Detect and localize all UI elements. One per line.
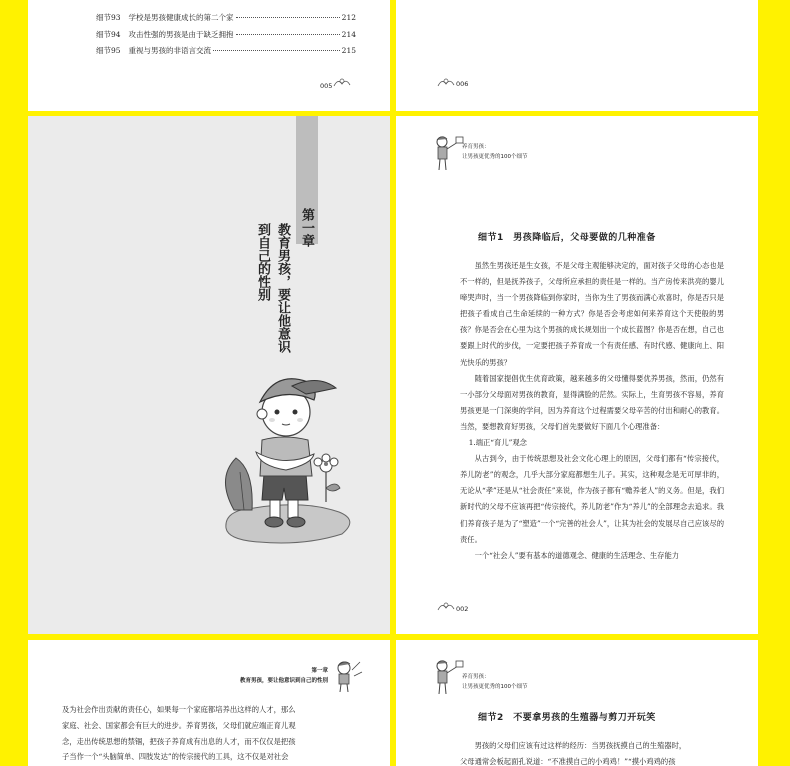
text-line: 子当作一个“头脑简单、四肢发达”的传宗接代的工具，这不仅是对社会 (62, 752, 289, 762)
chapter-title-line1: 教育男孩，要让他意识 (275, 223, 290, 353)
chapter-label: 第一章 (299, 208, 314, 247)
toc-row[interactable] (96, 29, 356, 40)
section-title: 细节1 男孩降临后，父母要做的几种准备 (478, 233, 656, 243)
toc-leader-dots (236, 34, 340, 35)
running-header-line1: 养育男孩： (462, 144, 490, 150)
toc-row-page: 212 (341, 13, 356, 22)
toc-leader-dots (236, 17, 340, 18)
paragraph: 随着国家提倡优生优育政策，越来越多的父母懂得要优养男孩，然而，仍然有一小部分父母面对男孩的教育，显得满脸的茫然。实际上，生育男孩不容易，养育男孩更是一门深奥的学问，因为养育这个过程需要父母辛苦的付出和耐心的教育。当然，要想教育好男孩，父母们首先要做好下面几个心理准备： (460, 373, 724, 431)
body-text (460, 258, 724, 564)
toc-row-page: 215 (341, 46, 356, 55)
paragraph: 一个“社会人”要有基本的道德观念、健康的生活理念、生存能力 (474, 550, 680, 560)
reading-boy-icon (430, 134, 466, 174)
text-line: 男孩的父母们应该有过这样的经历：当男孩抚摸自己的生殖器时， (474, 741, 687, 750)
boy-illustration-icon (214, 360, 384, 550)
chapter-title-line2: 到自己的性别 (255, 223, 270, 301)
running-header-line2: 让男孩更优秀的100个细节 (462, 154, 528, 160)
toc-row[interactable] (96, 12, 356, 23)
toc-row-page: 214 (341, 30, 356, 39)
page-number: 005 (320, 82, 333, 90)
running-header (208, 666, 328, 686)
toc-row-title: 重视与男孩的非语言交流 (128, 46, 212, 55)
page-number: 006 (456, 80, 469, 88)
body-text (62, 702, 326, 765)
running-header-line2: 让男孩更优秀的100个细节 (462, 684, 528, 690)
toc-row-title: 学校是男孩健康成长的第二个家 (128, 13, 234, 22)
chapter-opener-page (28, 116, 390, 634)
toc-row[interactable] (96, 45, 356, 56)
text-line: 念，走出传统思想的禁锢，把孩子养育成有出息的人才，而不仅仅是把孩 (62, 736, 296, 746)
toc-leader-dots (213, 50, 340, 51)
doodle-icon (436, 600, 456, 614)
doodle-icon (332, 76, 352, 90)
sub-heading: 1.端正“育儿”观念 (468, 438, 527, 448)
running-header (462, 142, 528, 162)
paragraph: 虽然生男孩还是生女孩，不是父母主观能够决定的，面对孩子父母的心态也是不一样的，但是抚养孩子，父母所应承担的责任是一样的。当产房传来洪亮的婴儿啼哭声时，当一个男孩降临到你家时，当你为生了男孩而满心欢喜时，你是否只是把孩子看成自己生命延续的一种方式？你是否会考虑如何来养育这个天使般的男孩？你是否会在心里为这个男孩的成长规划出一个成长蓝图？你是否在想，自己也要跟上时代的步伐，一定要把孩子养育成一个有责任感、有时代感、健康向上、阳光快乐的男孩？ (460, 261, 724, 367)
text-line: 父母通常会板起面孔说道：“不准摸自己的小鸡鸡！”“摸小鸡鸡的孩 (460, 757, 676, 766)
text-line: 家庭、社会、国家都会有巨大的进步。养育男孩，父母们就应端正育儿观 (62, 720, 296, 730)
section-title: 细节2 不要拿男孩的生殖器与剪刀开玩笑 (478, 713, 656, 723)
boy-with-sign-icon (330, 658, 364, 694)
body-text (460, 738, 724, 766)
text-line: 及为社会作出贡献的责任心，如果每一个家庭都培养出这样的人才，那么 (62, 705, 296, 714)
doodle-icon (436, 76, 456, 90)
running-header-line1: 养育男孩： (462, 674, 490, 680)
blank-page (396, 0, 758, 111)
running-header-line1: 第一章 (311, 668, 328, 674)
reading-boy-icon (430, 658, 466, 698)
toc-row-label: 细节95 (96, 46, 121, 55)
continued-page (28, 640, 390, 766)
running-header (462, 672, 528, 692)
paragraph: 从古到今，由于传统思想及社会文化心理上的原因，父母们都有“传宗接代，养儿防老”的观念，几乎大部分家庭都想生儿子。其实，这种观念是无可厚非的，无论从“孝”还是从“社会责任”来说，作为孩子都有“赡养老人”的义务。但是，我们新时代的父母不应该再把“传宗接代，养儿防老”作为“养儿”的全部理念去追求。我们养育孩子是为了“塑造”一个“完善的社会人”，让其为社会的发展尽自己应该尽的责任。 (460, 454, 724, 544)
toc-row-label: 细节94 (96, 30, 121, 39)
toc-page (28, 0, 390, 111)
toc-row-label: 细节93 (96, 13, 121, 22)
toc-row-title: 攻击性强的男孩是由于缺乏拥抱 (128, 30, 234, 39)
section-page (396, 640, 758, 766)
section-page (396, 116, 758, 634)
page-number: 002 (456, 605, 469, 613)
running-header-line2: 教育男孩，要让他意识到自己的性别 (239, 678, 328, 684)
